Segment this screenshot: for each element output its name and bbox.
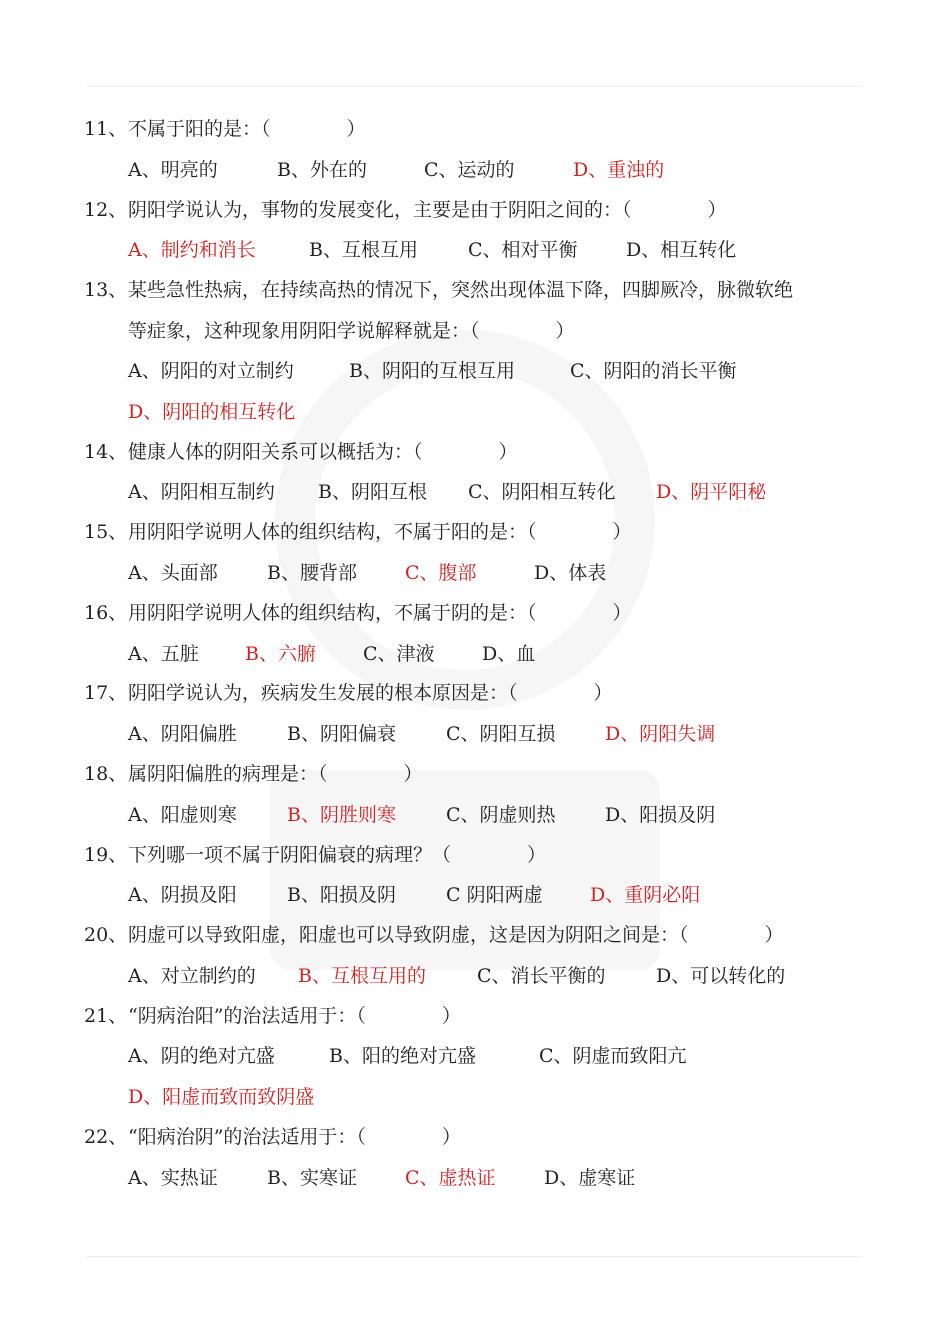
question-text: “阴病治阳”的治法适用于：（ ） (128, 1005, 461, 1027)
question-number: 16、 (84, 602, 128, 624)
option-c: C、津液 (363, 643, 435, 665)
question-text: 属阴阳偏胜的病理是：（ ） (128, 763, 423, 785)
option-b-correct: B、六腑 (245, 643, 316, 665)
option-c: C、阴虚而致阳亢 (539, 1045, 687, 1067)
option-b: B、阳损及阴 (287, 884, 396, 906)
question-number: 12、 (84, 199, 128, 221)
option-d-correct: D、重浊的 (573, 159, 665, 181)
question-17 (84, 678, 613, 708)
option-d-correct: D、阴阳的相互转化 (128, 401, 296, 423)
option-b: B、互根互用 (309, 239, 418, 261)
question-number: 17、 (84, 682, 128, 704)
question-number: 22、 (84, 1126, 128, 1148)
option-c: C、相对平衡 (468, 239, 578, 261)
option-b: B、阳的绝对亢盛 (329, 1045, 476, 1067)
question-11 (84, 114, 366, 144)
option-a-correct: A、制约和消长 (128, 239, 256, 261)
option-d: D、可以转化的 (656, 965, 786, 987)
option-d-correct: D、重阴必阳 (590, 884, 701, 906)
question-22 (84, 1122, 461, 1152)
header-rule (86, 86, 862, 87)
option-b: B、腰背部 (267, 562, 357, 584)
footer-rule (86, 1256, 862, 1257)
option-b: B、阴阳互根 (318, 481, 427, 503)
question-19 (84, 840, 546, 870)
question-number: 18、 (84, 763, 128, 785)
question-text: “阳病治阴”的治法适用于：（ ） (128, 1126, 461, 1148)
option-a: A、对立制约的 (128, 965, 256, 987)
question-15 (84, 517, 632, 547)
question-13 (84, 275, 793, 305)
option-d: D、相互转化 (626, 239, 737, 261)
option-a: A、明亮的 (128, 159, 218, 181)
question-text: 阴阳学说认为，疾病发生发展的根本原因是：（ ） (128, 682, 613, 704)
option-c: C、阴阳互损 (446, 723, 556, 745)
option-d: D、血 (482, 643, 536, 665)
option-c-correct: C、腹部 (405, 562, 477, 584)
question-text: 健康人体的阴阳关系可以概括为：（ ） (128, 441, 518, 463)
option-a: A、阴损及阳 (128, 884, 237, 906)
option-c: C、阴阳相互转化 (468, 481, 616, 503)
option-a: A、实热证 (128, 1167, 218, 1189)
question-text: 某些急性热病，在持续高热的情况下，突然出现体温下降，四脚厥冷，脉微软绝 (128, 279, 794, 301)
option-d: D、虚寒证 (544, 1167, 636, 1189)
option-c: C 阴阳两虚 (446, 884, 543, 906)
question-text: 阴阳学说认为，事物的发展变化，主要是由于阴阳之间的：（ ） (128, 199, 727, 221)
question-text: 用阴阳学说明人体的组织结构，不属于阴的是：（ ） (128, 602, 632, 624)
question-text: 下列哪一项不属于阴阳偏衰的病理？（ ） (128, 844, 547, 866)
question-text-continued: 等症象，这种现象用阴阳学说解释就是：（ ） (128, 320, 575, 342)
option-c-correct: C、虚热证 (405, 1167, 496, 1189)
question-12 (84, 195, 727, 225)
question-number: 21、 (84, 1005, 128, 1027)
option-a: A、阴阳的对立制约 (128, 360, 294, 382)
question-number: 20、 (84, 924, 128, 946)
option-b: B、外在的 (277, 159, 367, 181)
question-number: 19、 (84, 844, 128, 866)
option-b: B、阴阳的互根互用 (349, 360, 515, 382)
question-number: 15、 (84, 521, 128, 543)
option-a: A、阴阳相互制约 (128, 481, 275, 503)
option-b: B、实寒证 (267, 1167, 357, 1189)
question-21 (84, 1001, 461, 1031)
option-a: A、阴阳偏胜 (128, 723, 237, 745)
question-14 (84, 437, 518, 467)
option-b-correct: B、互根互用的 (298, 965, 426, 987)
question-16 (84, 598, 632, 628)
option-d-correct: D、阴阳失调 (605, 723, 716, 745)
option-b: B、阴阳偏衰 (287, 723, 396, 745)
option-c: C、阴虚则热 (446, 804, 556, 826)
option-c: C、消长平衡的 (477, 965, 606, 987)
option-d: D、体表 (534, 562, 607, 584)
question-text: 不属于阳的是：（ ） (128, 118, 366, 140)
question-20 (84, 920, 784, 950)
question-number: 11、 (84, 118, 128, 140)
question-text: 用阴阳学说明人体的组织结构，不属于阳的是：（ ） (128, 521, 632, 543)
option-c: C、阴阳的消长平衡 (570, 360, 737, 382)
option-d: D、阳损及阴 (605, 804, 716, 826)
question-18 (84, 759, 423, 789)
question-number: 14、 (84, 441, 128, 463)
option-c: C、运动的 (424, 159, 515, 181)
option-a: A、头面部 (128, 562, 218, 584)
option-a: A、五脏 (128, 643, 199, 665)
option-a: A、阳虚则寒 (128, 804, 237, 826)
question-text: 阴虚可以导致阳虚，阳虚也可以导致阴虚，这是因为阴阳之间是：（ ） (128, 924, 784, 946)
option-a: A、阴的绝对亢盛 (128, 1045, 275, 1067)
option-d-correct: D、阴平阳秘 (656, 481, 767, 503)
option-d-correct: D、阳虚而致而致阴盛 (128, 1086, 315, 1108)
option-b-correct: B、阴胜则寒 (287, 804, 396, 826)
question-number: 13、 (84, 279, 128, 301)
